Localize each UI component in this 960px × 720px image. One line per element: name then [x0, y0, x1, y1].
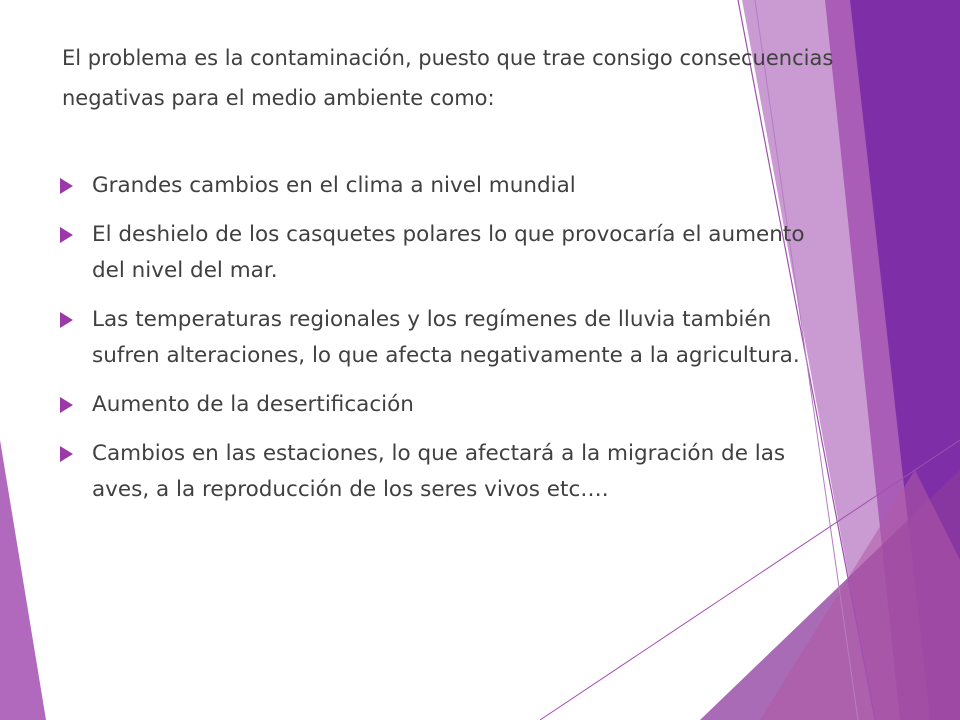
intro-paragraph: El problema es la contaminación, puesto que trae consigo consecuencias negativas para el medio ambiente como: — [62, 46, 834, 110]
triangle-right-icon — [60, 178, 73, 194]
triangle-right-icon — [60, 446, 73, 462]
bullet-text: Las temperaturas regionales y los regímenes de lluvia también sufren alteraciones, lo que afecta negativamente a la agricultura. — [92, 307, 800, 368]
bullet-item — [58, 387, 818, 423]
bullet-item — [58, 302, 818, 374]
bullet-item — [58, 436, 818, 508]
bullet-text: Grandes cambios en el clima a nivel mundial — [92, 173, 576, 198]
bullet-item — [58, 217, 818, 289]
bullet-text: Cambios en las estaciones, lo que afectará a la migración de las aves, a la reproducción de los seres vivos etc…. — [92, 441, 786, 502]
left-edge-shape — [0, 440, 46, 720]
triangle-right-icon — [60, 312, 73, 328]
bullet-item — [58, 168, 818, 204]
triangle-right-icon — [60, 397, 73, 413]
triangle-right-icon — [60, 227, 73, 243]
bullet-text: El deshielo de los casquetes polares lo que provocaría el aumento del nivel del mar. — [92, 222, 805, 283]
bullet-list — [58, 168, 818, 521]
bullet-text: Aumento de la desertificación — [92, 392, 414, 417]
